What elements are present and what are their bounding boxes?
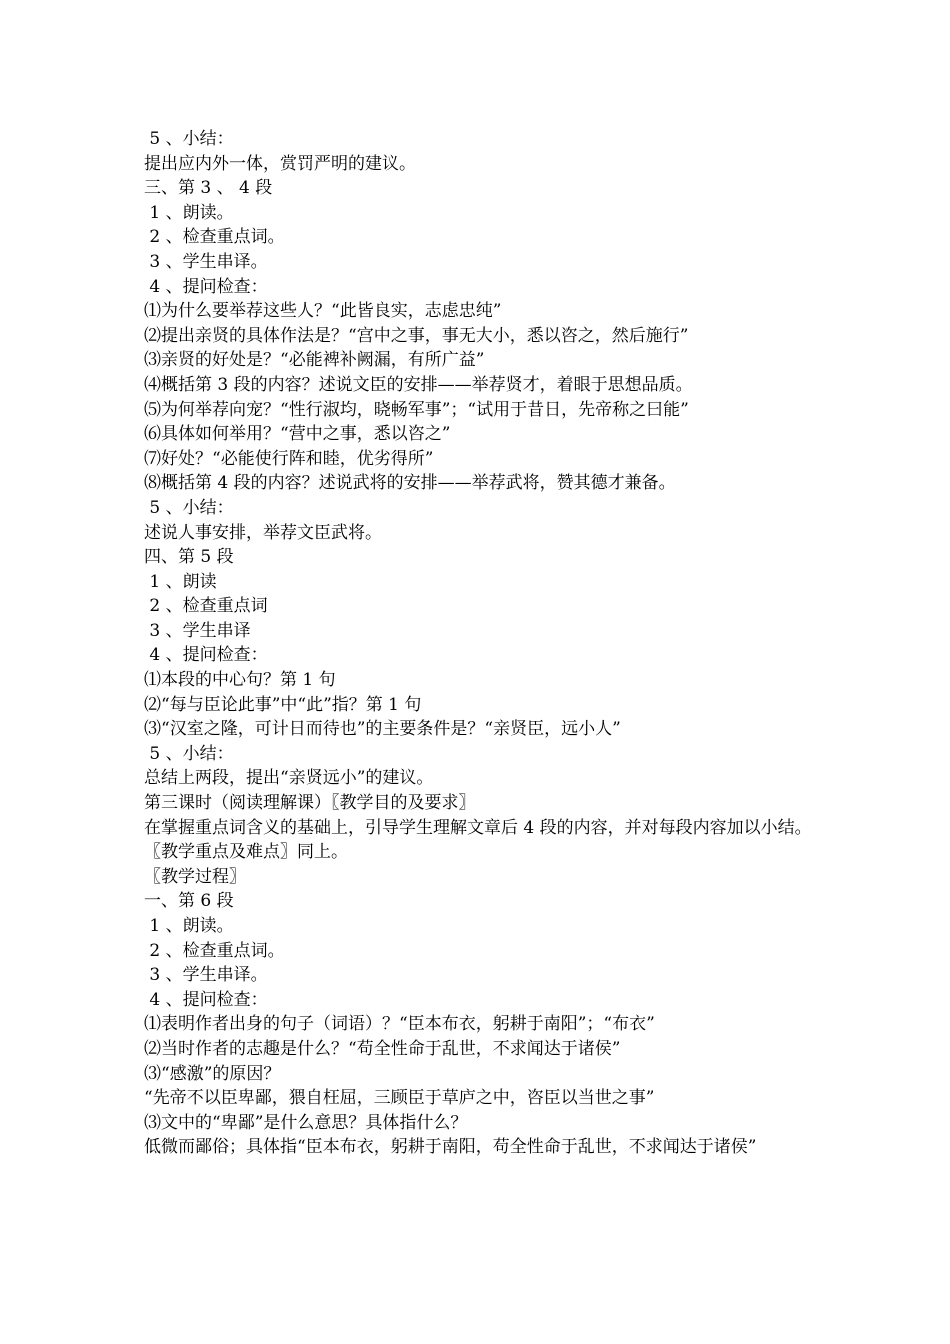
question-line: ⑶亲贤的好处是？“必能裨补阙漏，有所广益” [144,350,485,371]
question-line: ⑶“汉室之隆，可计日而待也”的主要条件是？“亲贤臣，远小人” [144,719,621,740]
text-line: 总结上两段，提出“亲贤远小”的建议。 [144,768,434,789]
text-line: 5 、小结： [144,497,234,518]
text-line: 4 、提问检查： [144,989,268,1010]
text-line: 2 、检查重点词 [144,596,268,617]
text-line: 3 、学生串译。 [144,965,268,986]
text-line: 提出应内外一体，赏罚严明的建议。 [144,153,416,174]
section-heading: 四、第 5 段 [144,547,234,568]
question-line: ⑴表明作者出身的句子（词语）？“臣本布衣，躬耕于南阳”；“布衣” [144,1014,655,1035]
question-line: ⑴本段的中心句？第 1 句 [144,670,336,691]
document-body [144,127,814,1160]
section-heading: 第三课时（阅读理解课）〖教学目的及要求〗 [144,793,476,814]
question-line: ⑺好处？“必能使行阵和睦，优劣得所” [144,448,434,469]
text-line: “先帝不以臣卑鄙，猥自枉屈，三顾臣于草庐之中，咨臣以当世之事” [144,1088,655,1109]
question-line: ⑶“感激”的原因？ [144,1063,281,1084]
paragraph: 在掌握重点词含义的基础上，引导学生理解文章后 4 段的内容，并对每段内容加以小结。 [144,817,812,838]
section-heading: 一、第 6 段 [144,891,234,912]
text-line: 1 、朗读。 [144,202,234,223]
text-line: 3 、学生串译。 [144,251,268,272]
text-line: 述说人事安排，举荐文臣武将。 [144,522,382,543]
paragraph: 低微而鄙俗；具体指“臣本布衣，躬耕于南阳，苟全性命于乱世，不求闻达于诸侯” [144,1137,757,1158]
text-line: 1 、朗读。 [144,916,234,936]
text-line: 3 、学生串译 [144,620,251,641]
question-line: ⑹具体如何举用？“营中之事，悉以咨之” [144,424,451,445]
question-line: ⑶文中的“卑鄙”是什么意思？具体指什么？ [144,1112,468,1133]
question-line: ⑻概括第 4 段的内容？述说武将的安排——举荐武将，赞其德才兼备。 [144,473,676,494]
text-line: 〖教学重点及难点〗同上。 [144,842,348,863]
text-line: 2 、检查重点词。 [144,227,285,248]
section-heading: 三、第 3 、 4 段 [144,178,273,199]
text-line: 5 、小结： [144,129,234,149]
question-line: ⑵“每与臣论此事”中“此”指？第 1 句 [144,694,422,715]
text-line: 〖教学过程〗 [144,866,246,887]
text-line: 2 、检查重点词。 [144,940,285,961]
question-line: ⑵提出亲贤的具体作法是？“宫中之事，事无大小，悉以咨之，然后施行” [144,325,689,346]
text-line: 5 、小结： [144,743,234,764]
text-line: 1 、朗读 [144,571,217,592]
question-line: ⑴为什么要举荐这些人？“此皆良实，志虑忠纯” [144,301,502,322]
question-line: ⑵当时作者的志趣是什么？“苟全性命于乱世，不求闻达于诸侯” [144,1038,621,1059]
text-line: 4 、提问检查： [144,645,268,666]
question-line: ⑸为何举荐向宠？“性行淑均，晓畅军事”；“试用于昔日，先帝称之曰能” [144,399,689,420]
text-line: 4 、提问检查： [144,276,268,297]
question-line: ⑷概括第 3 段的内容？述说文臣的安排——举荐贤才，着眼于思想品质。 [144,374,693,395]
